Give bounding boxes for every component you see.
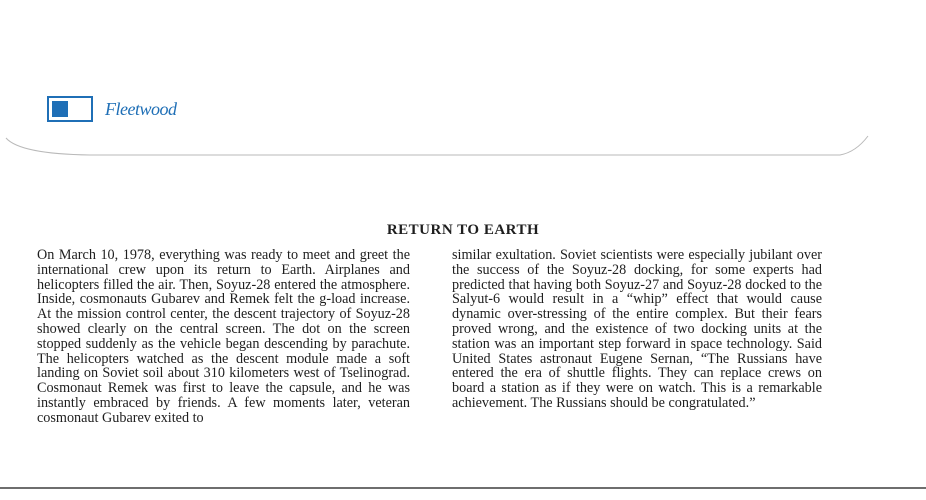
article-column-left: On March 10, 1978, everything was ready to meet and greet the international crew upon its return to Earth. Airplanes and helicopters filled the air. Then, Soyuz-28 entered the atmosphere. Inside, cosmonauts Gubarev and Remek felt the g-load increase. At the mission control center, the descent trajectory of Soyuz-28 showed clearly on the central screen. The dot on the screen stopped suddenly as the vehicle began descending by parachute. The helicopters watched as the descent module made a soft landing on Soviet soil about 310 kilometers west of Tselinograd. Cosmonaut Remek was first to leave the capsule, and he was instantly embraced by friends. A few moments later, veteran cosmonaut Gubarev exited to [37, 247, 410, 426]
brand-name: Fleetwood [105, 98, 177, 119]
envelope-bottom-edge [0, 487, 926, 489]
envelope-flap-fold [0, 0, 926, 170]
brand-logo [47, 96, 176, 122]
article-title: RETURN TO EARTH [386, 222, 540, 238]
article-column-right: similar exultation. Soviet scientists were especially jubilant over the success of the Soyuz-28 docking, for some experts had predicted that having both Soyuz-27 and Soyuz-28 docked to the Salyut-6 would result in a “whip” effect that would cause dynamic over-stressing of the entire complex. But their fears proved wrong, and the existence of two docking units at the station was an important step forward in space technology. Said United States astronaut Eugene Sernan, “The Russians have entered the era of shuttle flights. They can replace crews on board a station as if they were on watch. This is a remarkable achievement. The Russians should be congratulated.” [452, 247, 822, 411]
logo-mark-icon [47, 96, 93, 122]
